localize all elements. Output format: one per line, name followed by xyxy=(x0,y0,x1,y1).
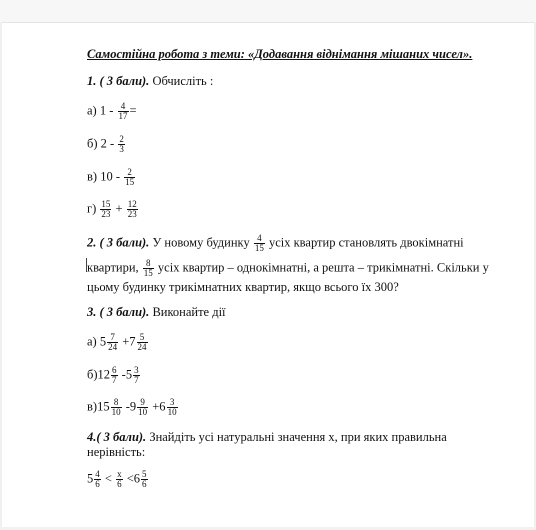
fraction: $\frac{2}{3}$ xyxy=(119,134,124,154)
less-than-sign: <6 xyxy=(123,471,140,486)
equals-sign: = xyxy=(129,103,137,118)
task4-text: Знайдіть усі натуральні значення x, при яких правильна xyxy=(146,430,447,444)
fraction: $\frac{5}{6}$ xyxy=(142,469,147,489)
task3-item-a xyxy=(87,333,149,352)
fraction: $\frac{2}{15}$ xyxy=(125,167,135,187)
text-cursor xyxy=(86,258,87,272)
mixed-whole: в)15 xyxy=(87,399,110,414)
task1-item-d xyxy=(87,200,139,219)
task2-line-3: цьому будинку трикімнатних квартир, якщо всього їх 300? xyxy=(87,280,399,294)
task4-inequality xyxy=(87,470,149,489)
fraction: $\frac{3}{7}$ xyxy=(134,365,139,385)
task2-line-1 xyxy=(87,234,464,253)
document-page xyxy=(87,0,507,530)
fraction: $\frac{4}{15}$ xyxy=(254,233,264,253)
task1-number: 1. ( 3 бали). xyxy=(87,74,150,88)
task3-text: Виконайте дії xyxy=(149,305,226,319)
task3-heading xyxy=(87,304,226,320)
task1-item-a xyxy=(87,102,137,121)
fraction: $\frac{4}{17}$ xyxy=(118,101,128,121)
task1-text: Обчисліть : xyxy=(149,74,214,88)
mixed-whole: б)12 xyxy=(87,367,111,382)
document-title: Самостійна робота з теми: «Додавання віднімання мішаних чисел». xyxy=(87,47,473,61)
task2-line-2 xyxy=(87,259,489,278)
mixed-whole: -5 xyxy=(118,367,133,382)
task2-number: 2. ( 3 бали). xyxy=(87,235,150,250)
task1-item-b xyxy=(87,135,126,154)
mixed-whole: -9 xyxy=(122,399,137,414)
mixed-whole: а) 5 xyxy=(87,334,107,349)
fraction: $\frac{8}{15}$ xyxy=(143,258,153,278)
task3-number: 3. ( 3 бали). xyxy=(87,305,150,319)
item-label: в) 10 - xyxy=(87,169,124,184)
mixed-whole: +7 xyxy=(119,334,136,349)
fraction: $\frac{9}{10}$ xyxy=(138,397,148,417)
task4-line-2: нерівність: xyxy=(87,445,146,459)
fraction: $\frac{15}{23}$ xyxy=(101,199,111,219)
fraction: $\frac{6}{7}$ xyxy=(112,365,117,385)
item-label: а) 1 - xyxy=(87,103,117,118)
fraction: $\frac{5}{24}$ xyxy=(137,332,147,352)
left-border xyxy=(0,22,2,530)
task4-number: 4.( 3 бали). xyxy=(87,430,147,444)
task2-text: квартири, xyxy=(87,260,142,275)
fraction: $\frac{7}{24}$ xyxy=(108,332,118,352)
fraction: $\frac{8}{10}$ xyxy=(111,397,121,417)
mixed-whole: +6 xyxy=(149,399,166,414)
task4-line-1 xyxy=(87,429,447,445)
task2-text: У новому будинку xyxy=(149,235,253,250)
task3-item-b xyxy=(87,366,141,385)
task3-item-c xyxy=(87,398,179,417)
task2-text: усіх квартир – однокімнатні, а решта – трикімнатні. Скільки у xyxy=(154,260,489,275)
item-label: б) 2 - xyxy=(87,136,118,151)
less-than-sign: < xyxy=(101,471,116,486)
item-label: г) xyxy=(87,201,100,216)
fraction: $\frac{4}{6}$ xyxy=(95,469,100,489)
task2-text: усіх квартир становлять двокімнатні xyxy=(265,235,464,250)
plus-sign: + xyxy=(112,201,126,216)
fraction: $\frac{x}{6}$ xyxy=(117,469,122,489)
task1-item-c xyxy=(87,168,136,187)
task1-heading xyxy=(87,73,213,89)
mixed-whole: 5 xyxy=(87,471,94,486)
fraction: $\frac{12}{23}$ xyxy=(127,199,137,219)
fraction: $\frac{3}{10}$ xyxy=(167,397,177,417)
